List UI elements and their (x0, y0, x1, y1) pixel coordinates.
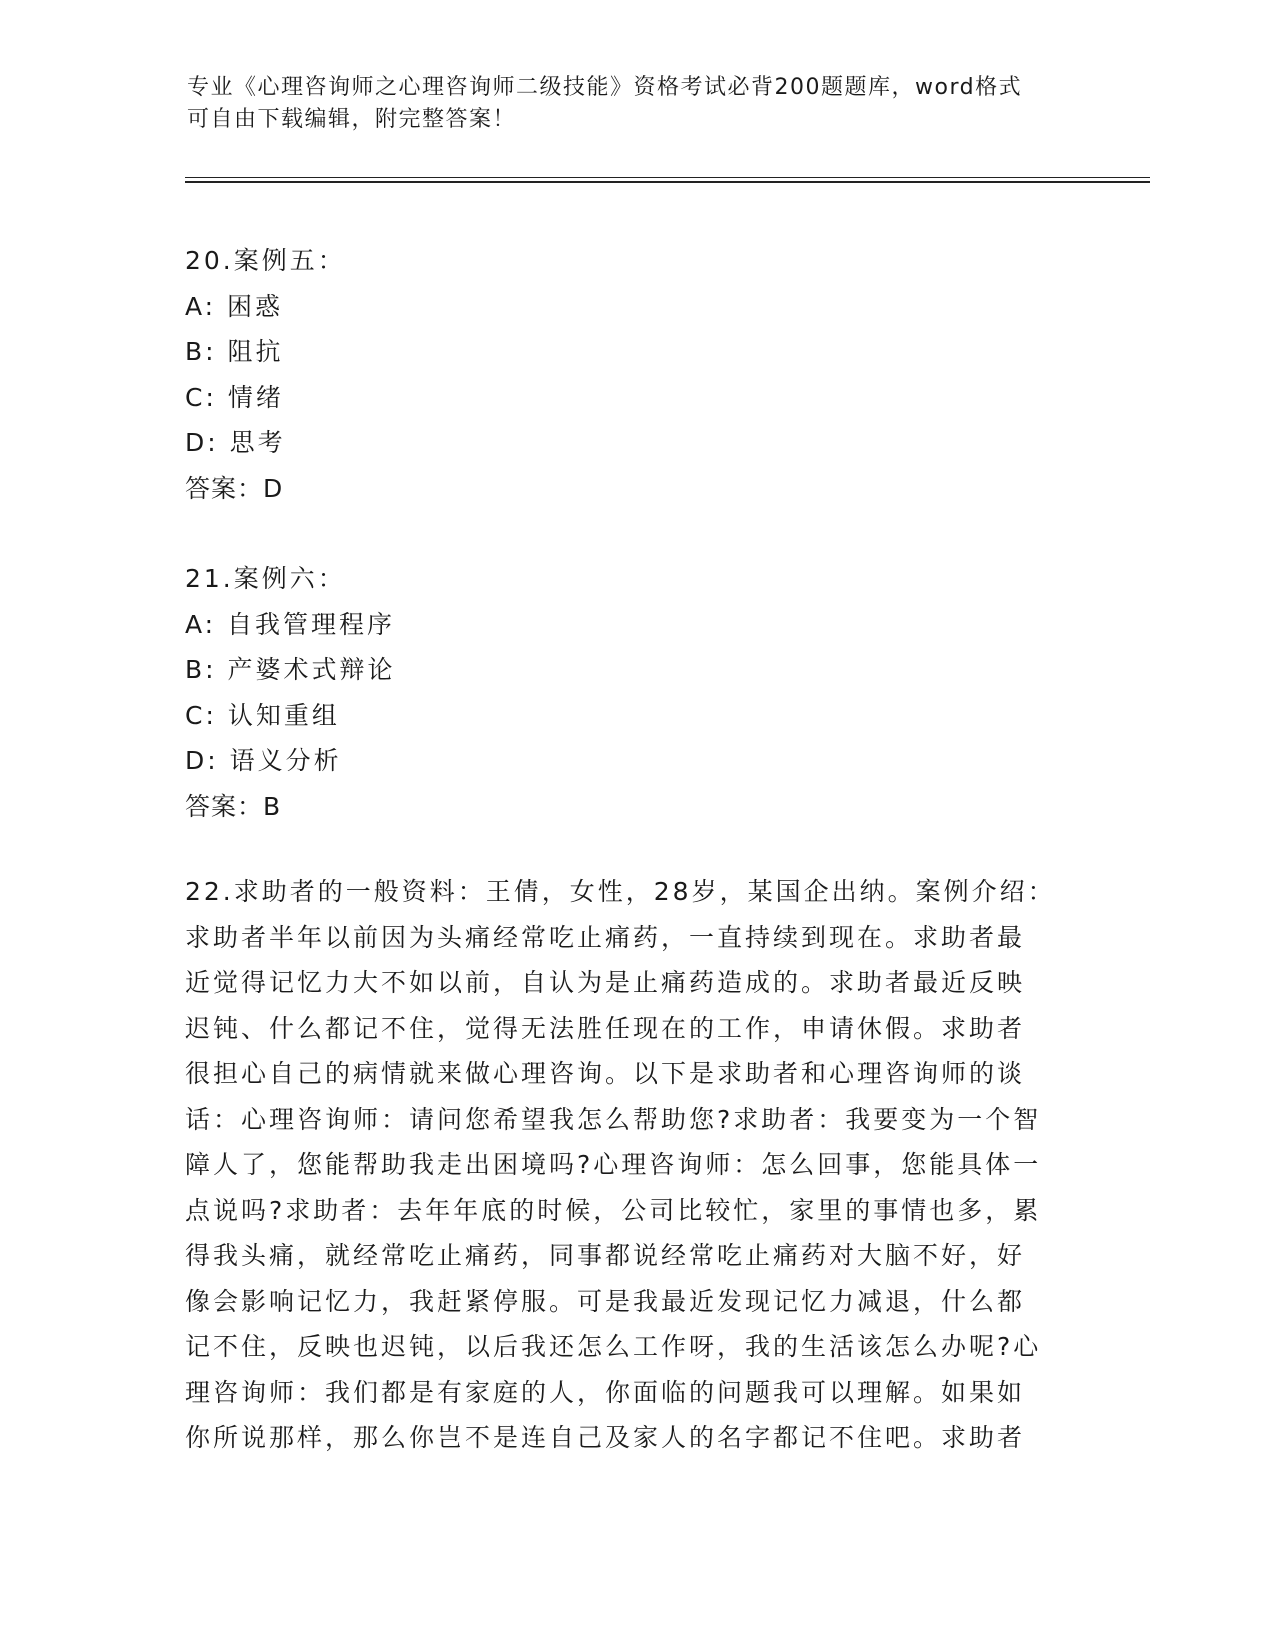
question-22-line-10: 像会影响记忆力，我赶紧停服。可是我最近发现记忆力减退，什么都 (185, 1286, 1026, 1316)
question-21 (185, 556, 1065, 829)
option-b: B: 阻抗 (185, 337, 284, 366)
question-22 (185, 869, 1065, 1461)
answer-line: 答案：D (185, 473, 284, 503)
question-22-line-3: 近觉得记忆力大不如以前，自认为是止痛药造成的。求助者最近反映 (185, 968, 1026, 997)
question-22-line-2: 求助者半年以前因为头痛经常吃止痛药，一直持续到现在。求助者最 (185, 922, 1026, 952)
option-d: D: 语义分析 (185, 746, 342, 775)
document-header (187, 72, 1067, 136)
question-22-line-5: 很担心自己的病情就来做心理咨询。以下是求助者和心理咨询师的谈 (185, 1059, 1026, 1088)
option-c: C: 情绪 (185, 382, 284, 412)
question-22-line-11: 记不住，反映也迟钝，以后我还怎么工作呀，我的生活该怎么办呢?心 (185, 1332, 1042, 1361)
question-22-line-1: 22.求助者的一般资料：王倩，女性，28岁，某国企出纳。案例介绍： (185, 877, 1056, 906)
question-stem: 20.案例五： (185, 246, 346, 275)
question-22-line-8: 点说吗?求助者：去年年底的时候，公司比较忙，家里的事情也多，累 (185, 1195, 1042, 1225)
option-a: A: 自我管理程序 (185, 609, 396, 639)
question-22-line-9: 得我头痛，就经常吃止痛药，同事都说经常吃止痛药对大脑不好，好 (185, 1241, 1026, 1270)
question-22-line-6: 话：心理咨询师：请问您希望我怎么帮助您?求助者：我要变为一个智 (185, 1104, 1042, 1134)
header-divider-thin (185, 177, 1150, 178)
option-c: C: 认知重组 (185, 700, 340, 730)
option-a: A: 困惑 (185, 291, 284, 321)
option-d: D: 思考 (185, 428, 286, 457)
header-intro-line-2: 可自由下载编辑，附完整答案！ (187, 107, 517, 132)
question-20 (185, 238, 1065, 511)
answer-line: 答案：B (185, 791, 282, 821)
question-22-line-7: 障人了，您能帮助我走出困境吗?心理咨询师：怎么回事，您能具体一 (185, 1150, 1042, 1179)
question-22-line-13: 你所说那样，那么你岂不是连自己及家人的名字都记不住吧。求助者 (185, 1423, 1026, 1452)
header-intro-line-1: 专业《心理咨询师之心理咨询师二级技能》资格考试必背200题题库，word格式 (187, 75, 1023, 100)
option-b: B: 产婆术式辩论 (185, 655, 396, 684)
question-22-line-12: 理咨询师：我们都是有家庭的人，你面临的问题我可以理解。如果如 (185, 1377, 1026, 1407)
question-22-line-4: 迟钝、什么都记不住，觉得无法胜任现在的工作，申请休假。求助者 (185, 1013, 1026, 1043)
question-stem: 21.案例六： (185, 564, 346, 593)
header-divider-thick (185, 181, 1150, 183)
